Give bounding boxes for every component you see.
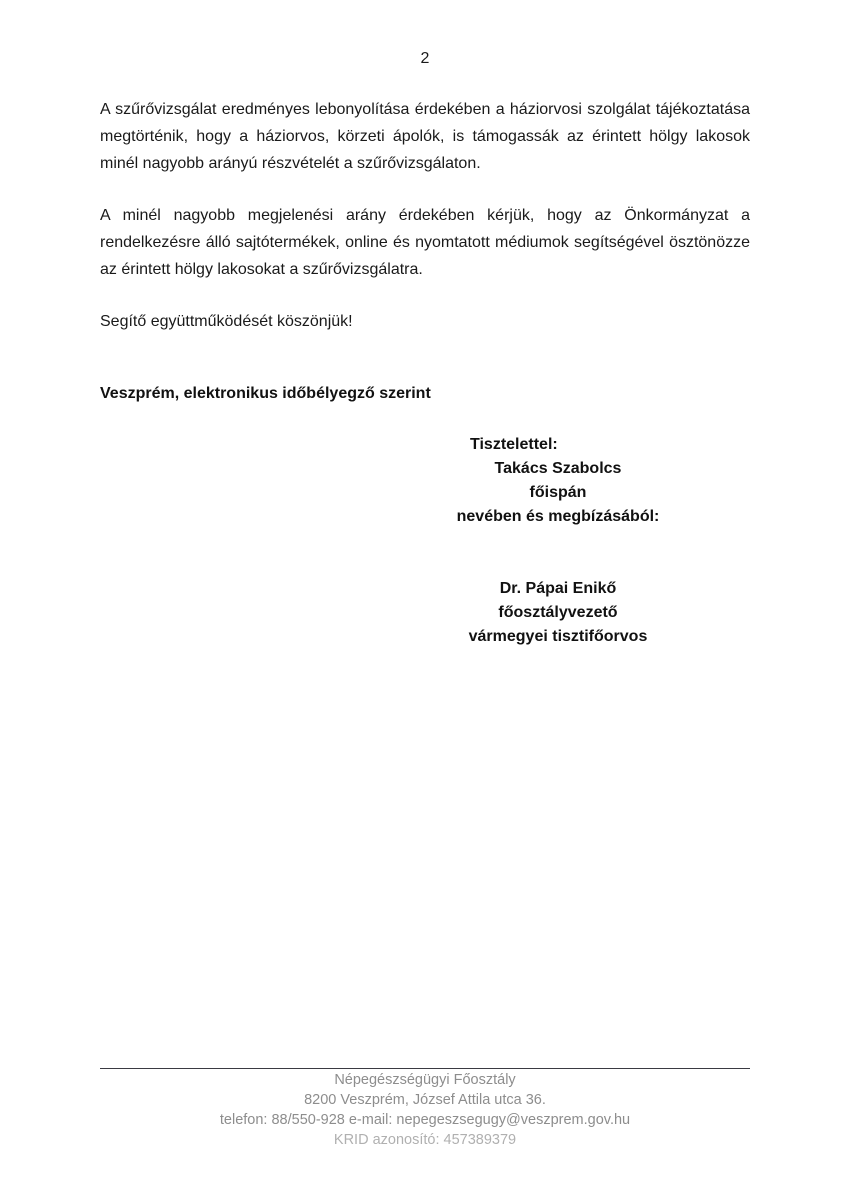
signature-on-behalf-of: nevében és megbízásából: <box>456 508 660 525</box>
closing-thanks: Segítő együttműködését köszönjük! <box>100 313 353 330</box>
page-number: 2 <box>420 50 430 67</box>
footer-krid: KRID azonosító: 457389379 <box>333 1132 517 1148</box>
page-footer <box>100 1070 750 1150</box>
signature-block-secondary <box>100 577 750 649</box>
signature-name-secondary: Dr. Pápai Enikő <box>499 580 617 597</box>
signature-name-primary: Takács Szabolcs <box>494 460 622 477</box>
signature-title-primary: főispán <box>529 484 587 501</box>
paragraph-spacer <box>100 283 750 308</box>
place-and-timestamp: Veszprém, elektronikus időbélyegző szerint <box>100 385 431 402</box>
footer-address: 8200 Veszprém, József Attila utca 36. <box>304 1092 546 1108</box>
signature-title-secondary: főosztályvezető <box>498 604 618 621</box>
signature-regards: Tisztelettel: <box>470 436 558 453</box>
paragraph-1: A szűrővizsgálat eredményes lebonyolítása érdekében a háziorvosi szolgálat tájékoztatása megtörténik, hogy a háziorvos, körzeti ápolók, is támogassák az érintett hölgy lakosok minél nagyobb arányú részvételét a szűrővizsgálaton. <box>100 101 750 172</box>
signature-block-primary <box>100 433 750 529</box>
signature-role-secondary: vármegyei tisztifőorvos <box>468 628 648 645</box>
paragraph-2: A minél nagyobb megjelenési arány érdekében kérjük, hogy az Önkormányzat a rendelkezésre álló sajtótermékek, online és nyomtatott médiumok segítségével ösztönözze az érintett hölgy lakosokat a szűrővizsgálatra. <box>100 207 750 278</box>
footer-divider <box>100 1068 750 1069</box>
footer-department: Népegészségügyi Főosztály <box>334 1072 516 1088</box>
document-body <box>100 96 750 335</box>
footer-contact: telefon: 88/550-928 e-mail: nepegeszsegugy@veszprem.gov.hu <box>219 1112 631 1128</box>
